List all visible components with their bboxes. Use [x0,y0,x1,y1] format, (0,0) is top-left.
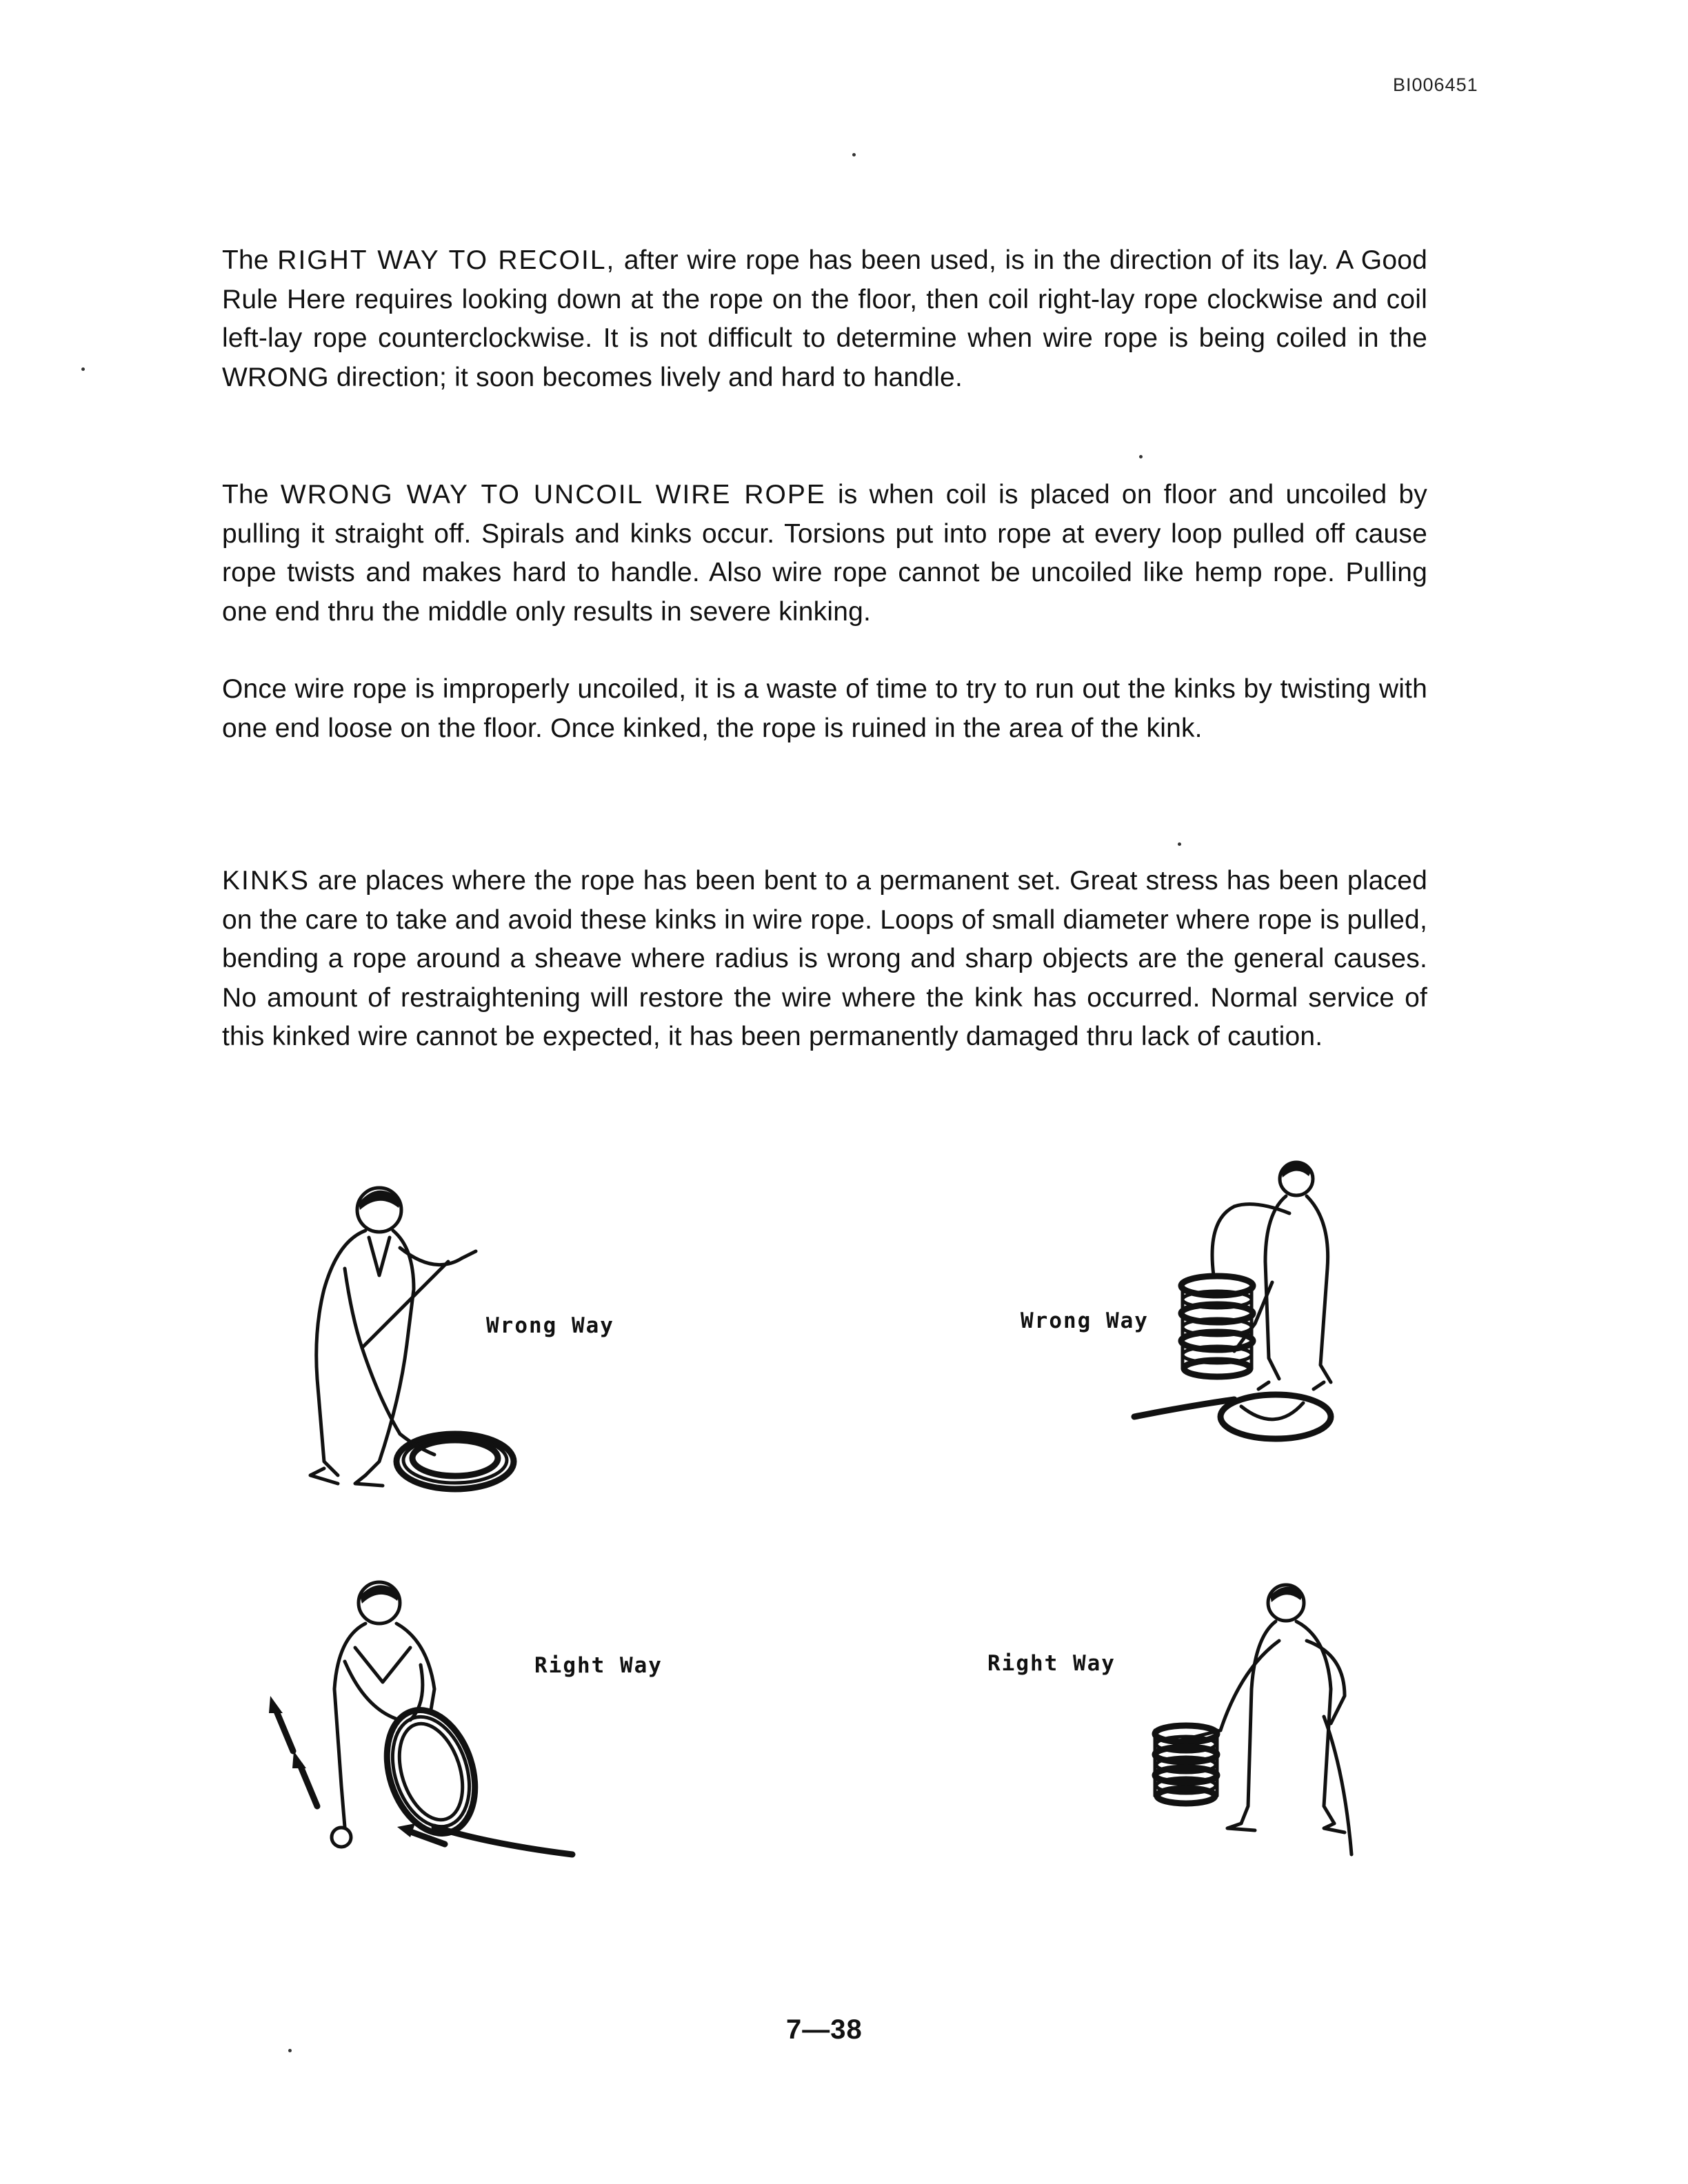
paragraph-kinks [222,862,1427,1057]
scan-speck [1139,455,1143,458]
paragraph-heading: KINKS [222,866,310,896]
figure-caption: Wrong Way [1021,1308,1149,1333]
paragraph-body: is when coil is placed on floor and uncoiled by pulling it straight off. Spirals and kinks occur. Torsions put into rope at every loop pulled off cause rope twists and makes hard to handle. Also wire rope cannot be uncoiled like hemp rope. Pulling one end thru the middle only results in severe kinking. [222,480,1428,627]
paragraph-recoil [222,241,1427,397]
scan-speck [288,2049,292,2052]
paragraph-heading: RIGHT WAY TO RECOIL, [277,245,616,275]
scan-speck [852,153,856,156]
paragraph-improper-uncoil [222,670,1427,748]
paragraph-lead: The [222,480,281,509]
scan-speck [81,367,85,371]
paragraph-body: are places where the rope has been bent to a permanent set. Great stress has been placed on the care to take and avoid these kinks in wire rope. Loops of small diameter where rope is pulled, bending a rope around a sheave where radius is wrong and sharp objects are the general causes. No amount of restraightening will restore the wire where the kink has occurred. Normal service of this kinked wire cannot be expected, it has been permanently damaged thru lack of caution. [222,866,1427,1051]
page-number: 7—38 [786,2014,863,2045]
document-id: BI006451 [1393,74,1478,95]
paragraph-lead: The [222,245,278,275]
scan-speck [1178,842,1181,846]
paragraph-uncoil [222,476,1427,631]
figure-caption: Wrong Way [486,1313,614,1338]
figure-caption: Right Way [987,1651,1116,1676]
worker-unwinding-reel-icon [1138,1579,1372,1868]
paragraph-body: after wire rope has been used, is in the direction of its lay. A Good Rule Here requires looking down at the rope on the floor, then coil right-lay rope clockwise and coil left-lay rope counterclockwise. It is not difficult to determine when wire rope is being coiled in the WRONG direction; it soon becomes lively and hard to handle. [222,245,1427,392]
figure-caption: Right Way [534,1653,663,1678]
worker-rolling-coil-icon [262,1572,593,1882]
worker-pulling-from-reel-icon [1131,1158,1358,1455]
paragraph-body: Once wire rope is improperly uncoiled, it is a waste of time to try to run out the kinks by twisting with one end loose on the floor. Once kinked, the rope is ruined in the area of the kink. [222,674,1427,743]
paragraph-heading: WRONG WAY TO UNCOIL WIRE ROPE [280,480,826,509]
